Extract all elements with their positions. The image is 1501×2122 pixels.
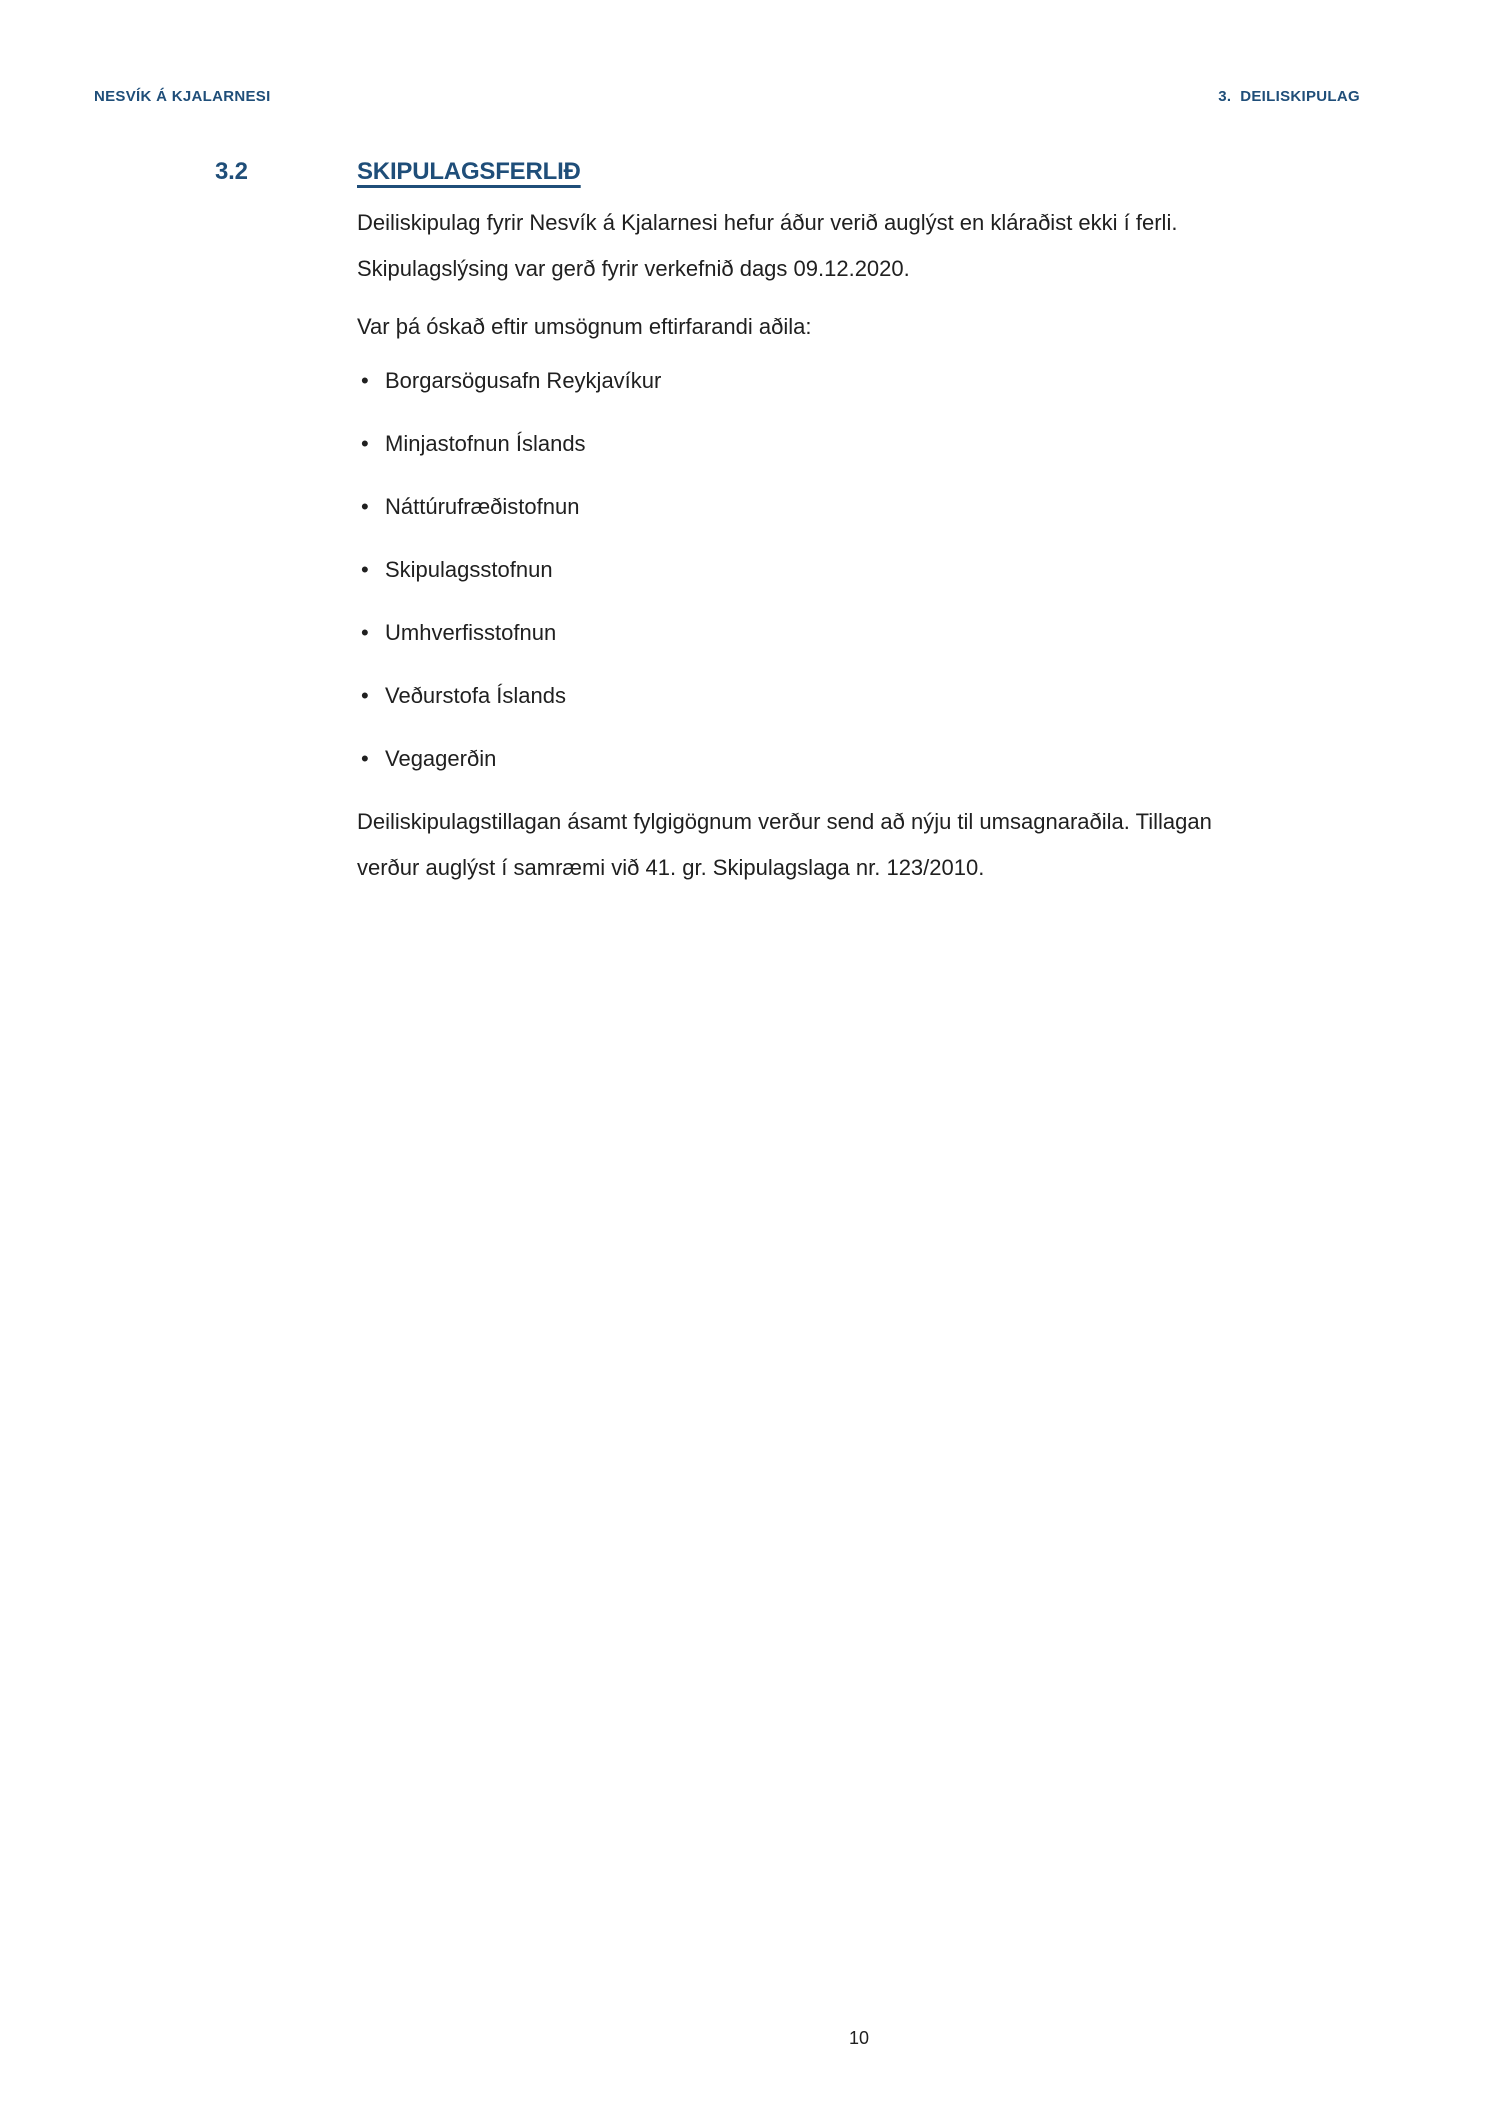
list-item-minjastofnun <box>357 421 1427 467</box>
section-number: 3.2 <box>215 158 248 185</box>
section-title: SKIPULAGSFERLIÐ <box>357 158 581 185</box>
page-number: 10 <box>849 2028 870 2048</box>
list-item-label: Umhverfisstofnun <box>385 620 557 645</box>
list-item-umhverfisstofnun <box>357 610 1427 656</box>
paragraph-history <box>357 200 1427 292</box>
list-item-vegagerdin <box>357 736 1427 782</box>
page-footer <box>849 2028 869 2049</box>
page-header <box>94 88 1360 105</box>
list-item-skipulagsstofnun <box>357 547 1427 593</box>
list-item-label: Náttúrufræðistofnun <box>385 494 580 519</box>
header-document-title: NESVÍK Á KJALARNESI <box>94 88 271 105</box>
list-item-label: Veðurstofa Íslands <box>385 683 567 708</box>
list-item-label: Skipulagsstofnun <box>385 557 553 582</box>
list-item-label: Borgarsögusafn Reykjavíkur <box>385 368 662 393</box>
paragraph-history-line-2: Skipulagslýsing var gerð fyrir verkefnið dags 09.12.2020. <box>357 256 910 281</box>
document-body <box>357 200 1427 903</box>
paragraph-proposal <box>357 799 1427 891</box>
list-item-label: Minjastofnun Íslands <box>385 431 586 456</box>
section-heading <box>215 158 581 186</box>
list-item-natturufraedistofnun <box>357 484 1427 530</box>
paragraph-consultation-intro <box>357 304 1427 350</box>
list-item-vedurstofa <box>357 673 1427 719</box>
list-item-borgarsogusafn <box>357 358 1427 404</box>
paragraph-proposal-line-2: verður auglýst í samræmi við 41. gr. Skipulagslaga nr. 123/2010. <box>357 855 985 880</box>
list-item-label: Vegagerðin <box>385 746 497 771</box>
paragraph-proposal-line-1: Deiliskipulagstillagan ásamt fylgigögnum verður send að nýju til umsagnaraðila. Tillagan <box>357 809 1212 834</box>
consultee-list <box>357 358 1427 782</box>
paragraph-history-line-1: Deiliskipulag fyrir Nesvík á Kjalarnesi hefur áður verið auglýst en kláraðist ekki í ferli. <box>357 210 1178 235</box>
paragraph-consultation-intro-text: Var þá óskað eftir umsögnum eftirfarandi aðila: <box>357 314 812 339</box>
header-chapter-label: 3. DEILISKIPULAG <box>1218 88 1360 105</box>
